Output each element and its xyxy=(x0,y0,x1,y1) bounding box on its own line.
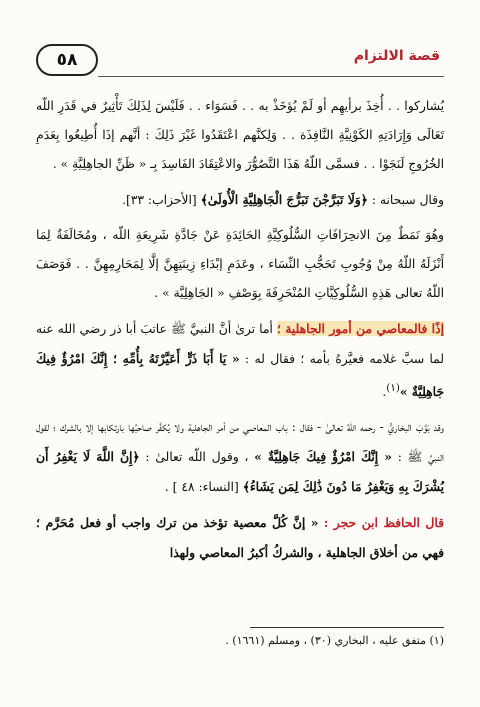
footnote-rule xyxy=(250,627,444,628)
running-title: قصة الالتزام xyxy=(353,48,440,64)
quran-verse: ﴿وَلَا تَبَرَّجْنَ تَبَرُّجَ الْجَاهِلِيَّةِ الْأُولَىٰ﴾ xyxy=(200,192,368,207)
page-header xyxy=(36,44,444,78)
paragraph-6 xyxy=(36,508,444,568)
paragraph-5-mid: ، وقول اللّه تعالىٰ : xyxy=(145,450,249,465)
hadith-quote-2: « إِنَّكَ امْرُؤٌ فِيكَ جَاهِلِيَّةٌ » xyxy=(254,449,392,465)
paragraph-1: يُشاركوا . . أُخِذَ برأيهِم أو لَمْ يُؤخَذْ به . . فَسَوَاء . . فَلَيْسَ لِذَلِكَ تَأْثِيرٌ في قَدَرِ اللّه تَعَالَى وَإِرَادَتِهِ الكَوْنِيَّةِ النَّافِذَة . . وَلِكنَّهم اعْتَقَدُوا غَيْرَ ذَلِكَ : أنَّهم إذَا أُطِيعُوا بِعَدَمِ الخُرُوجِ لَنَجَوْا . . فسمَّى اللّهُ هَذَا التَّصُوُّرَ والاعْتِقَادَ الفَاسِدَ بِـ « ظَنِّ الجاهِلِيَّةِ » . xyxy=(36,99,444,171)
verse-reference-2: [النساء: ٤٨ ] . xyxy=(164,480,239,495)
paragraph-4-text: أما ترىٰ أنَّ النبيَّ ﷺ عاتبَ أبا ذر رضي الله عنه لما سبَّ غلامه فعيَّرهُ بأمه ؛ فقال له : xyxy=(36,322,444,366)
speaker-label: قال الحافظ ابن حجر : xyxy=(323,515,444,531)
page-body xyxy=(36,92,444,574)
highlighted-phrase: إذًا فالمعاصي من أمور الجاهلية ؛ xyxy=(276,321,444,336)
header-rule xyxy=(98,76,444,77)
footnote-marker: (١) xyxy=(386,382,400,394)
verse-reference: [الأحزاب: ٣٣]. xyxy=(122,193,197,207)
paragraph-4: إذًا فالمعاصي من أمور الجاهلية ؛ أما ترىٰ أنَّ النبيَّ ﷺ عاتبَ أبا ذر رضي الله عنه لما سبَّ غلامه فعيَّرهُ بأمه ؛ فقال له : « يَا أَبَا ذَرٍّ أَعَيَّرْتَهُ بِأُمِّهِ ؛ إِنَّكَ امْرُؤٌ فِيكَ جَاهِلِيَّةٌ »$^{(١)}$. xyxy=(36,321,444,400)
paragraph-6-text: « إنَّ كُلَّ معصية تؤخذ من ترك واجب أو فعل مُحَرَّم ؛ فهي من أخلاق الجاهلية ، والشركُ أكبرُ المعاصي ولهذا xyxy=(36,515,444,561)
quran-verse-2: ﴿إِنَّ اللَّهَ لَا يَغْفِرُ أَن يُشْرَكَ بِهِ وَيَغْفِرُ مَا دُونَ ذَٰلِكَ لِمَن يَشَاءُ﴾ xyxy=(36,449,444,495)
paragraph-5 xyxy=(36,413,444,502)
paragraph-5-text: وقد بَوَّبَ البخاريُّ - رحمه اللّهُ تعالىٰ - فقال : باب المعاصي من أمر الجاهلية ولا يُكفَّر صاحبُها بارتكابها إلا بالشرك ؛ لقول النبيِّ ﷺ : xyxy=(36,420,444,465)
paragraph-3: وهُوَ نَمَطٌ مِنَ الانحِرَافَاتِ السُّلُوكِيَّةِ الحَائِدَةِ عَنْ جَادَّةِ شَرِيعَةِ اللّه ، ومُخَالَفَةٌ لِمَا أَنْزَلَهُ اللّهُ مِنْ وُجُوبِ تَحَجُّبِ النِّسَاء ، وعَدَمِ إبْدَاءِ زِينَتِهِنَّ إلَّا لِمَحَارِمِهِنَّ . . فَوَصَفَ اللّهُ تعالى هَذِهِ السُّلُوكِيَّاتِ المُنْحَرِفَةَ بِوَصْفِ « الجَاهِلِيَّة » . xyxy=(36,228,444,300)
paragraph-2 xyxy=(36,185,444,215)
page-number: ٥٨ xyxy=(36,44,98,76)
verse-intro: وقال سبحانه : xyxy=(371,193,444,207)
hadith-quote: « يَا أَبَا ذَرٍّ أَعَيَّرْتَهُ بِأُمِّهِ ؛ إِنَّكَ امْرُؤٌ فِيكَ جَاهِلِيَّةٌ » xyxy=(36,351,444,400)
footnote: (١) متفق عليه ، البخاري (٣٠) ، ومسلم (١٦٦١) . xyxy=(225,634,444,647)
